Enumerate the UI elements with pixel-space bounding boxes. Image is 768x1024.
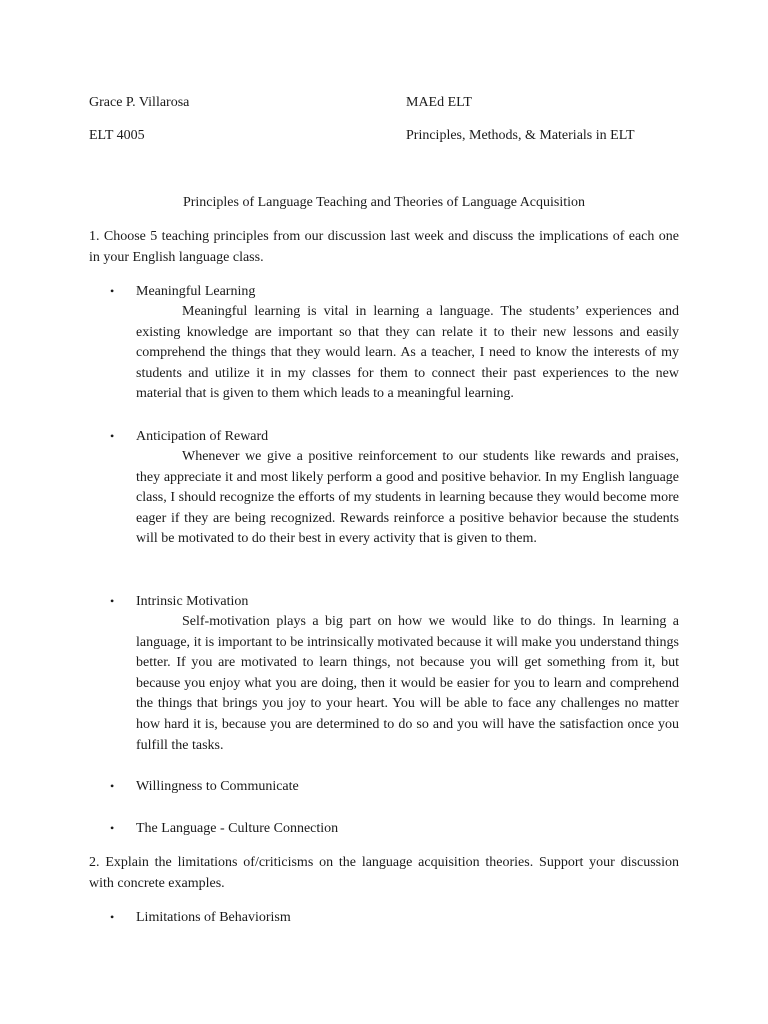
question-1: 1. Choose 5 teaching principles from our discussion last week and discuss the implications of each one in your English language class. <box>89 229 679 265</box>
principle-heading: Anticipation of Reward <box>136 429 269 444</box>
limitation-heading: Limitations of Behaviorism <box>136 910 291 925</box>
header-row-2 <box>89 126 689 146</box>
course-code: ELT 4005 <box>89 128 145 143</box>
principle-text: Whenever we give a positive reinforcement to our students like rewards and praises, they appreciate it and most likely perform a good and positive behavior. In my English language class, I should recognize the efforts of my students in learning because they would become more eager if they are being recognized. Rewards reinforce a positive behavior because the students will be motivated to do their best in every activity that is given to them. <box>136 449 679 547</box>
principle-text: Meaningful learning is vital in learning a language. The students’ experiences and existing knowledge are important so that they can relate it to their new lessons and easily comprehend the things that they would learn. As a teacher, I need to know the interests of my students and utilize it in my classes for them to connect their past experiences to the new material that is given to them which leads to a meaningful learning. <box>136 304 679 402</box>
document-title: Principles of Language Teaching and Theories of Language Acquisition <box>182 195 586 210</box>
course-title: Principles, Methods, & Materials in ELT <box>406 128 635 143</box>
question-2: 2. Explain the limitations of/criticisms on the language acquisition theories. Support your discussion with concrete examples. <box>89 855 679 891</box>
bullet-icon: • <box>110 594 115 608</box>
bullet-icon: • <box>110 284 115 298</box>
principle-heading: Meaningful Learning <box>136 284 256 299</box>
program-name: MAEd ELT <box>406 95 472 110</box>
student-name: Grace P. Villarosa <box>89 95 190 110</box>
principle-heading: Willingness to Communicate <box>136 779 299 794</box>
bullet-icon: • <box>110 910 115 924</box>
bullet-icon: • <box>110 779 115 793</box>
principle-text: Self-motivation plays a big part on how we would like to do things. In learning a language, it is important to be intrinsically motivated because it will make you understand things better. If you are motivated to learn things, not because you will get something from it, but because you enjoy what you are doing, then it would be easier for you to learn and comprehend the things that brings you joy to your heart. You will be able to face any challenges no matter how hard it is, because you are determined to do so and you will have the satisfaction once you fulfill the tasks. <box>136 614 679 753</box>
principle-heading: The Language - Culture Connection <box>136 821 339 836</box>
bullet-icon: • <box>110 821 115 835</box>
principle-heading: Intrinsic Motivation <box>136 594 249 609</box>
bullet-icon: • <box>110 429 115 443</box>
header-row-1 <box>89 93 689 113</box>
